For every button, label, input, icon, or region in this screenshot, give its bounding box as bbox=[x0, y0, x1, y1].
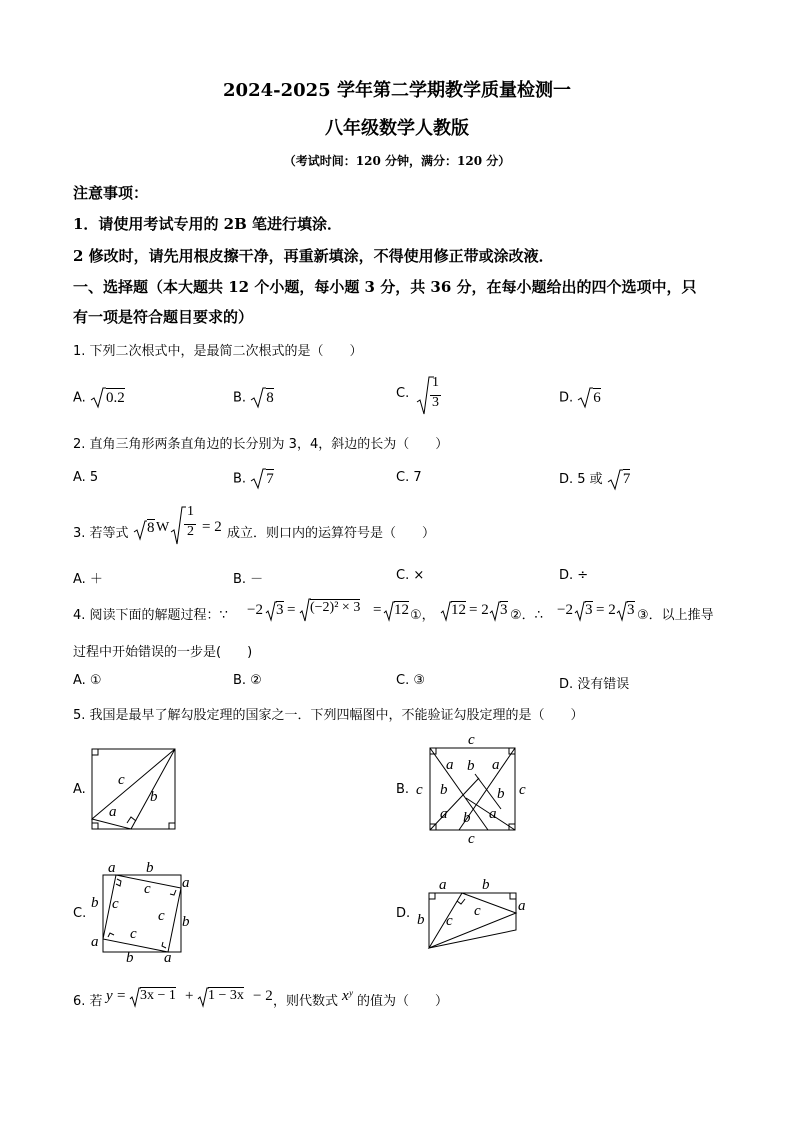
fig-b-label-b3: b bbox=[497, 786, 505, 802]
q5-stem: 5. 我国是最早了解勾股定理的国家之一．下列四幅图中，不能验证勾股定理的是（ ） bbox=[73, 708, 584, 723]
q4-stem-pre: 4. 阅读下面的解题过程：∵ bbox=[73, 608, 228, 623]
q6-eq: = bbox=[117, 988, 126, 1004]
section-heading-line1: 一、选择题（本大题共 12 个小题，每小题 3 分，共 36 分，在每小题给出的四个选项中，只 bbox=[73, 278, 697, 296]
q2-stem: 2. 直角三角形两条直角边的长分别为 3，4，斜边的长为（ ） bbox=[73, 437, 449, 452]
notes-item-2: 2 修改时，请先用根皮擦干净，再重新填涂，不得使用修正带或涂改液． bbox=[73, 247, 554, 265]
section-heading-line2: 有一项是符合题目要求的） bbox=[73, 308, 254, 326]
q4-mark2: ②．∴ bbox=[510, 608, 543, 623]
q3-radicand: 8 bbox=[147, 520, 155, 536]
q4-option-a: A. ① bbox=[73, 673, 102, 688]
q4-s1: −2 bbox=[247, 602, 263, 618]
q4-s8-radicand: 3 bbox=[500, 602, 508, 618]
fig-d-label-b-top: b bbox=[482, 877, 490, 893]
q1-stem: 1. 下列二次根式中，是最简二次根式的是（ ） bbox=[73, 344, 363, 359]
fig-b-label-b1: b bbox=[467, 758, 475, 774]
q4-mark3: ③．以上推导 bbox=[637, 608, 714, 623]
q3-frac-num: 1 bbox=[187, 504, 194, 519]
fig-c-label-a-right: a bbox=[182, 875, 190, 891]
q4-s4: = bbox=[373, 602, 382, 618]
fig-c-label-b-left: b bbox=[91, 895, 99, 911]
q1-option-b bbox=[233, 387, 274, 409]
sqrt-symbol bbox=[250, 387, 266, 409]
q6-stem bbox=[73, 985, 573, 1011]
q1-d-label: D. bbox=[559, 390, 574, 406]
q2-d-radicand: 7 bbox=[622, 471, 631, 487]
fig-b-label-a2: a bbox=[492, 757, 500, 773]
q4-s5-radicand: 12 bbox=[394, 602, 409, 618]
radical-sign bbox=[250, 468, 266, 490]
fig-b-label-a3: a bbox=[440, 806, 448, 822]
radical-sign bbox=[577, 387, 593, 409]
fig-b-label-c-bottom: c bbox=[468, 831, 475, 847]
q6-xy: xʸ bbox=[342, 988, 353, 1004]
sqrt-symbol bbox=[250, 468, 266, 490]
q2-b-label: B. bbox=[233, 471, 247, 487]
fig-c-label-c-left: c bbox=[112, 896, 119, 912]
q4-s10-radicand: 3 bbox=[585, 602, 593, 618]
q1-a-radicand: 0.2 bbox=[105, 389, 125, 406]
radical-sign bbox=[416, 376, 432, 416]
fig-d-label-c-right: c bbox=[474, 903, 481, 919]
q1-b-radicand: 8 bbox=[266, 389, 274, 406]
q4-stem-line2: 过程中开始错误的一步是( ) bbox=[73, 645, 253, 660]
q6-radicand-1: 3x − 1 bbox=[140, 988, 176, 1003]
q2-b-radicand: 7 bbox=[266, 470, 274, 487]
fig-a-label-a: a bbox=[109, 804, 117, 820]
q5-figure-d bbox=[412, 875, 532, 955]
q5-option-a: A. bbox=[73, 782, 86, 797]
fig-c-label-a-left: a bbox=[91, 934, 99, 950]
fig-c-label-b-top: b bbox=[146, 860, 154, 876]
fig-d-label-a-right: a bbox=[518, 898, 526, 914]
q3-stem bbox=[73, 506, 773, 546]
fig-b-label-a1: a bbox=[446, 757, 454, 773]
q6-post: ，则代数式 bbox=[273, 994, 339, 1009]
radical-sign bbox=[170, 506, 184, 546]
q4-s7: = 2 bbox=[469, 602, 489, 618]
q2-d-label: D. 5 或 bbox=[559, 472, 603, 487]
q3-box-symbol: W bbox=[156, 520, 170, 535]
q6-pre: 6. 若 bbox=[73, 994, 103, 1009]
q1-a-label: A. bbox=[73, 390, 86, 406]
fig-a-label-c: c bbox=[118, 772, 125, 788]
radical-sign bbox=[607, 469, 623, 491]
q6-y: y bbox=[106, 988, 113, 1004]
fig-c-label-a-bottom: a bbox=[164, 950, 172, 966]
fig-d-label-b-left: b bbox=[417, 912, 425, 928]
fig-d-label-c-left: c bbox=[446, 913, 453, 929]
fig-b-label-b2: b bbox=[440, 782, 448, 798]
q1-d-radicand: 6 bbox=[593, 389, 601, 406]
q6-plus: + bbox=[185, 988, 194, 1004]
q4-s2: = bbox=[287, 602, 296, 618]
q3-stem-pre: 3. 若等式 bbox=[73, 526, 129, 541]
q3-stem-post: 成立．则口内的运算符号是（ ） bbox=[227, 526, 436, 541]
q2-option-d bbox=[559, 468, 630, 491]
fig-c-label-b-bottom: b bbox=[126, 950, 134, 966]
radical-sign bbox=[90, 387, 106, 409]
q3-option-a: A. ＋ bbox=[73, 572, 103, 587]
q1-c-label: C. bbox=[396, 386, 410, 401]
q4-s11: = 2 bbox=[596, 602, 616, 618]
q4-stem bbox=[73, 598, 733, 626]
q1-option-a bbox=[73, 387, 125, 409]
fig-c-label-c-top: c bbox=[144, 881, 151, 897]
q1-option-d bbox=[559, 387, 601, 409]
q3-frac-den: 2 bbox=[187, 524, 194, 539]
q3-option-c: C. × bbox=[396, 568, 425, 583]
q4-option-c: C. ③ bbox=[396, 673, 425, 688]
q6-tail: 的值为（ ） bbox=[357, 994, 449, 1009]
q5-figure-c bbox=[86, 858, 196, 968]
q3-equals: = 2 bbox=[202, 519, 222, 535]
q4-s1-radicand: 3 bbox=[276, 602, 284, 618]
notes-item-1: 1．请使用考试专用的 2B 笔进行填涂． bbox=[73, 215, 342, 233]
q2-option-a: A. 5 bbox=[73, 470, 99, 485]
radical-sign bbox=[250, 387, 266, 409]
fig-c-label-a-top: a bbox=[108, 860, 116, 876]
q1-c-den: 3 bbox=[432, 395, 439, 410]
exam-title: 2024-2025 学年第二学期教学质量检测一 bbox=[223, 80, 571, 101]
exam-info: （考试时间：120 分钟，满分：120 分） bbox=[283, 154, 511, 168]
q6-minus2: − 2 bbox=[253, 988, 273, 1004]
q5-option-c: C. bbox=[73, 906, 87, 921]
q5-figure-a bbox=[91, 745, 181, 830]
fig-c-label-b-right: b bbox=[182, 914, 190, 930]
fig-b-label-c-top: c bbox=[468, 732, 475, 748]
sqrt-symbol bbox=[90, 387, 106, 409]
fig-b-label-c-left: c bbox=[416, 782, 423, 798]
sqrt-symbol bbox=[577, 387, 593, 409]
fig-b-label-c-right: c bbox=[519, 782, 526, 798]
fig-b-label-a4: a bbox=[489, 806, 497, 822]
q5-option-b: B. bbox=[396, 782, 410, 797]
q6-radicand-2: 1 − 3x bbox=[208, 988, 244, 1003]
radical-sign bbox=[133, 520, 147, 540]
q1-c-num: 1 bbox=[432, 375, 439, 390]
q4-option-d: D. 没有错误 bbox=[559, 677, 630, 692]
q4-s9: −2 bbox=[557, 602, 573, 618]
q4-s12-radicand: 3 bbox=[627, 602, 635, 618]
q2-option-c: C. 7 bbox=[396, 470, 422, 485]
sqrt-symbol bbox=[607, 469, 623, 491]
fig-b-label-b4: b bbox=[463, 810, 471, 826]
q4-mark1: ①， bbox=[410, 608, 435, 623]
q5-figure-b bbox=[414, 732, 526, 847]
fig-c-label-c-bottom: c bbox=[130, 926, 137, 942]
fig-c-label-c-right: c bbox=[158, 908, 165, 924]
q1-b-label: B. bbox=[233, 390, 247, 406]
q3-option-d: D. ÷ bbox=[559, 568, 589, 583]
q4-option-b: B. ② bbox=[233, 673, 262, 688]
q3-option-b: B. － bbox=[233, 572, 264, 587]
notes-heading: 注意事项： bbox=[73, 184, 149, 202]
q5-option-d: D. bbox=[396, 906, 411, 921]
q2-option-b bbox=[233, 468, 274, 490]
exam-subtitle: 八年级数学人教版 bbox=[325, 118, 469, 139]
fig-d-label-a-top: a bbox=[439, 877, 447, 893]
q4-s6-radicand: 12 bbox=[451, 602, 466, 618]
fig-a-label-b: b bbox=[150, 789, 158, 805]
q4-s3-radicand: (−2)² × 3 bbox=[310, 600, 361, 615]
